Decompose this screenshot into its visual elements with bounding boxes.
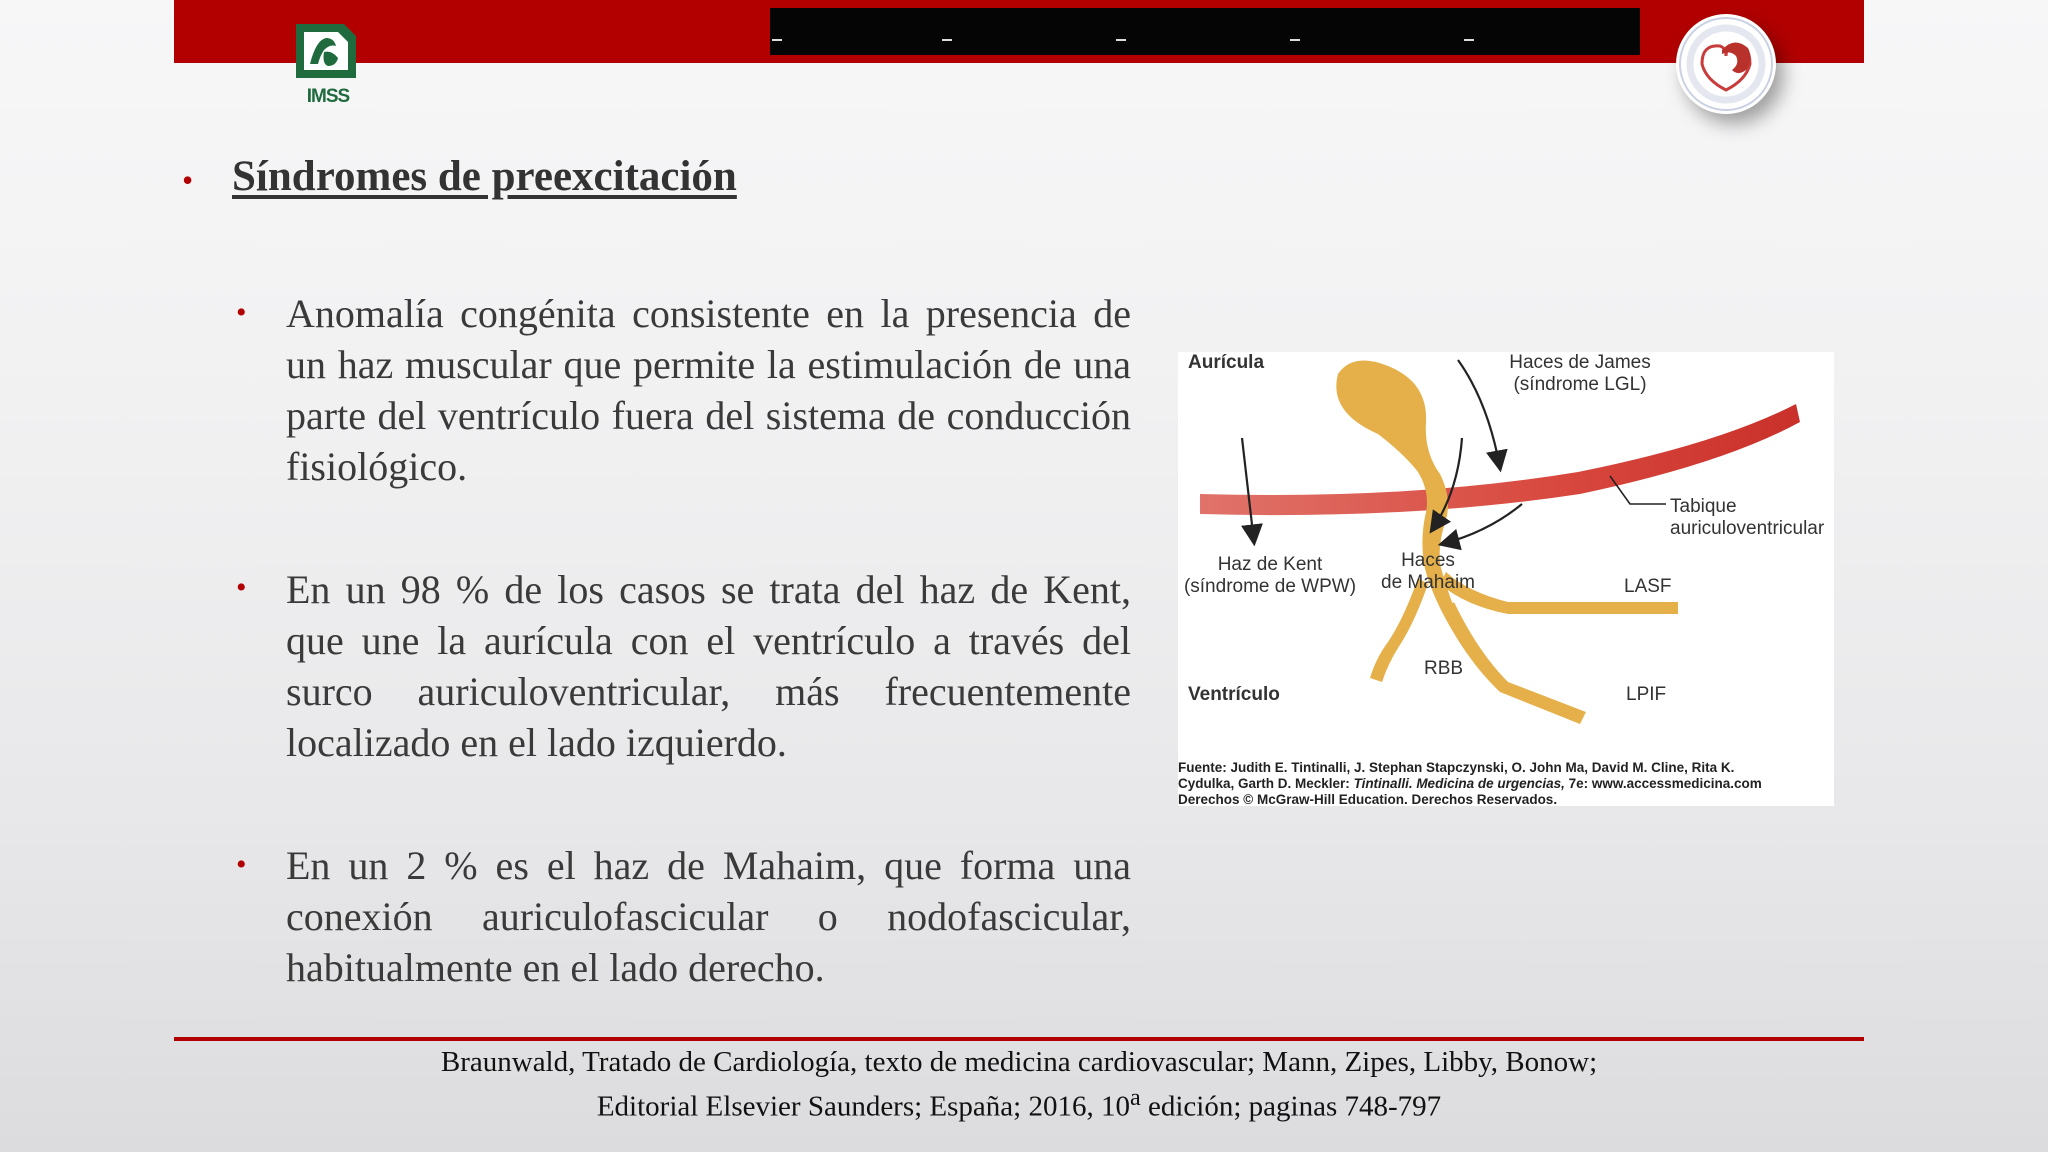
source-line-1: Fuente: Judith E. Tintinalli, J. Stephan Stapczynski, O. John Ma, David M. Cline, Rita K. (1178, 760, 1735, 775)
slide-title: Síndromes de preexcitación (232, 153, 737, 200)
label-mahaim-2: de Mahaim (1381, 572, 1475, 593)
label-kent-2: (síndrome de WPW) (1183, 576, 1357, 597)
citation-line-2a: Editorial Elsevier Saunders; España; 2016, 10 (596, 1090, 1130, 1123)
conduction-pathways-diagram (1178, 352, 1834, 806)
imss-logo (288, 20, 368, 108)
citation-footer (174, 1044, 1864, 1125)
source-line-3: Derechos © McGraw-Hill Education. Derechos Reservados. (1178, 792, 1558, 807)
label-kent-1: Haz de Kent (1217, 554, 1323, 575)
james-arrow (1458, 360, 1500, 468)
label-ventriculo: Ventrículo (1188, 684, 1280, 705)
label-lasf: LASF (1624, 576, 1672, 597)
label-tabique-2: auriculoventricular (1670, 518, 1825, 539)
label-james-2: (síndrome LGL) (1513, 374, 1647, 395)
bullet-marker: • (236, 296, 247, 329)
label-tabique-1: Tabique (1670, 496, 1737, 517)
bullet-marker: • (236, 571, 247, 604)
lion-heart-seal-icon (1676, 14, 1776, 114)
redacted-banner (770, 8, 1640, 55)
citation-line-2b: edición; paginas 748-797 (1140, 1090, 1442, 1123)
label-james-1: Haces de James (1509, 352, 1651, 373)
label-rbb: RBB (1424, 658, 1464, 679)
citation-superscript: a (1130, 1084, 1141, 1111)
label-auricula: Aurícula (1188, 352, 1265, 373)
citation-line-2 (174, 1080, 1864, 1125)
bullet-text-2: En un 98 % de los casos se trata del haz de Kent, que une la aurícula con el ventrículo a través del surco auriculoventricular, más frecuentemente localizado en el lado izquierdo. (286, 567, 1131, 765)
imss-emblem-icon (288, 20, 368, 86)
hospital-seal-logo (1676, 14, 1776, 114)
lpif-fascicle (1442, 602, 1586, 724)
bullet-text-3: En un 2 % es el haz de Mahaim, que forma una conexión auriculofascicular o nodofascicular, habitualmente en el lado derecho. (286, 843, 1131, 990)
label-lpif: LPIF (1626, 684, 1667, 705)
bullet-text-1: Anomalía congénita consistente en la presencia de un haz muscular que permite la estimulación de una parte del ventrículo fuera del sistema de conducción fisiológico. (286, 291, 1131, 489)
imss-logo-text: IMSS (306, 86, 350, 107)
footer-divider (174, 1037, 1864, 1041)
figure-source-caption (1178, 760, 1834, 808)
kent-arrow (1242, 438, 1254, 542)
citation-line-1: Braunwald, Tratado de Cardiología, texto de medicina cardiovascular; Mann, Zipes, Libby, Bonow; (440, 1046, 1598, 1078)
mahaim-arrow-2 (1442, 504, 1522, 544)
source-line-2a: Cydulka, Garth D. Meckler: (1178, 776, 1354, 791)
source-line-2-italic: Tintinalli. Medicina de urgencias, (1353, 776, 1565, 791)
bullet-marker: • (236, 848, 247, 881)
source-line-2b: 7e: www.accessmedicina.com (1564, 776, 1762, 791)
heading-bullet: • (182, 162, 194, 198)
label-mahaim-1: Haces (1401, 550, 1455, 571)
source-line-2 (1178, 776, 1834, 792)
